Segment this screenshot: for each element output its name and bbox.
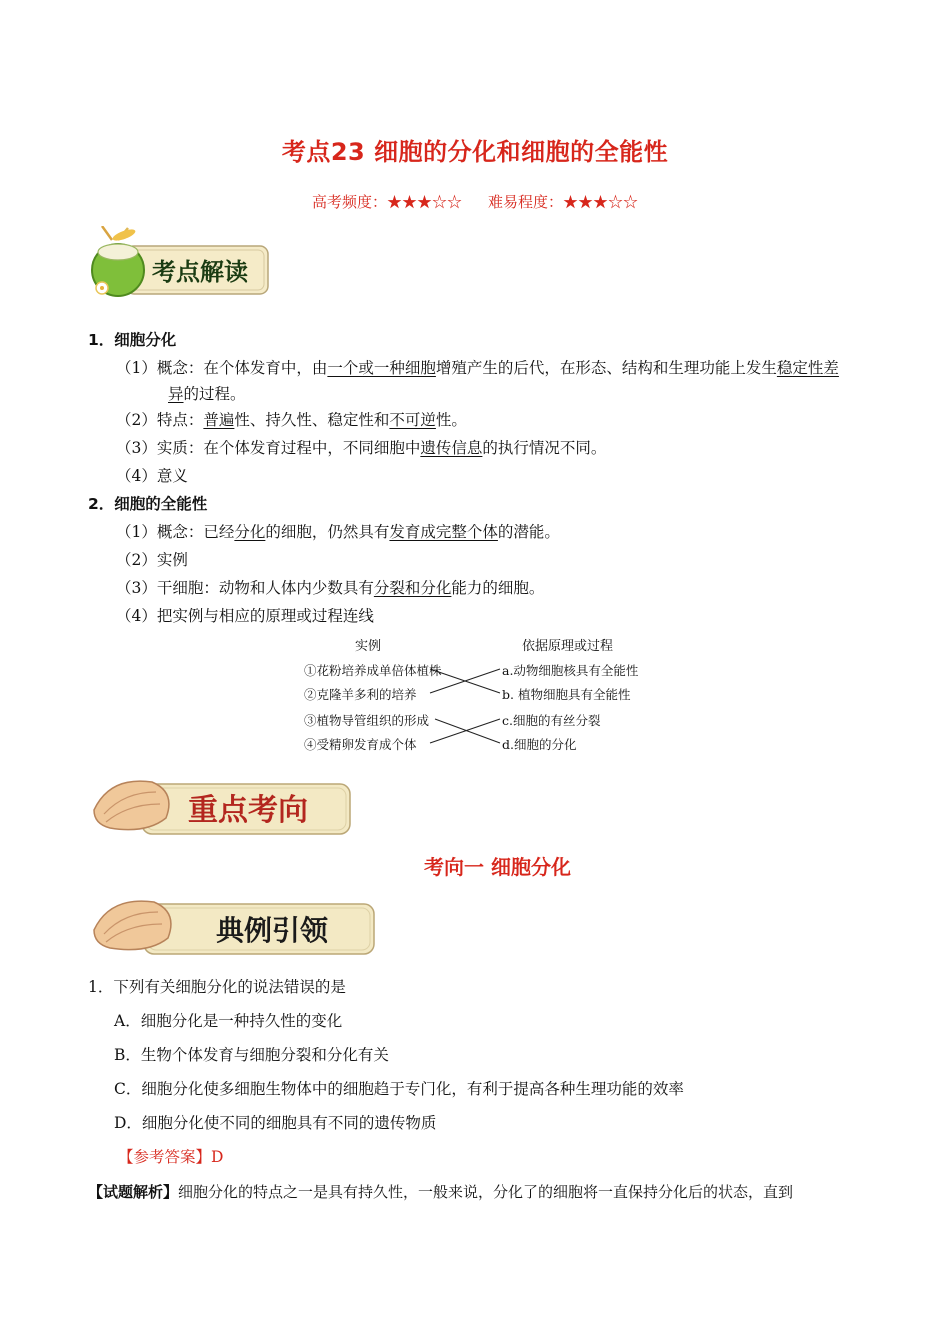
section2-item1: （1）概念：已经分化的细胞，仍然具有发育成完整个体的潜能。 (116, 523, 560, 541)
shell-banner-graphic (90, 894, 380, 960)
analysis-text: 细胞分化的特点之一是具有持久性，一般来说，分化了的细胞将一直保持分化后的状态，直到 (178, 1183, 794, 1201)
matching-left-header: 实例 (355, 639, 382, 654)
section2-item3: （3）干细胞：动物和人体内少数具有分裂和分化能力的细胞。 (116, 579, 545, 597)
kaodian-banner-text: 考点解读 (152, 258, 248, 286)
difficulty-stars: ★★★☆☆ (563, 193, 639, 211)
section2-heading: 2．细胞的全能性 (88, 495, 208, 513)
matching-right-item: d.细胞的分化 (502, 737, 577, 752)
shell-icon (94, 901, 171, 950)
matching-figure (300, 633, 660, 758)
section1-item4: （4）意义 (116, 467, 188, 485)
coconut-banner-graphic (88, 226, 273, 302)
analysis-line (88, 1180, 793, 1204)
section1-item2: （2）特点：普遍性、持久性、稳定性和不可逆性。 (116, 411, 467, 429)
section1-item1: （1）概念：在个体发育中，由一个或一种细胞增殖产生的后代，在形态、结构和生理功能上发生稳定性差 (116, 359, 839, 377)
matching-left-item: ①花粉培养成单倍体植株 (304, 663, 442, 678)
section1-heading: 1．细胞分化 (88, 331, 177, 349)
option-d: D．细胞分化使不同的细胞具有不同的遗传物质 (114, 1114, 437, 1132)
question-stem: 1．下列有关细胞分化的说法错误的是 (88, 978, 346, 996)
shell-banner-graphic (90, 770, 355, 840)
answer-line (118, 1145, 223, 1169)
matching-left-item: ②克隆羊多利的培养 (304, 687, 417, 702)
difficulty-label: 难易程度： (488, 193, 564, 211)
answer-value: D (211, 1148, 224, 1166)
matching-right-item: c.细胞的有丝分裂 (502, 713, 601, 728)
umbrella-icon (111, 227, 136, 243)
dianli-banner-text: 典例引领 (215, 914, 329, 947)
section1-item1-cont: 异的过程。 (168, 385, 246, 403)
section2-item4: （4）把实例与相应的原理或过程连线 (116, 607, 374, 625)
option-a: A．细胞分化是一种持久性的变化 (114, 1012, 343, 1030)
gaokao-frequency-label: 高考频度： (311, 193, 387, 211)
matching-left-item: ③植物导管组织的形成 (304, 713, 430, 728)
matching-right-header: 依据原理或过程 (522, 639, 614, 654)
kaodian-banner (88, 226, 273, 302)
shell-icon (94, 781, 169, 830)
zhongdian-banner-text: 重点考向 (188, 793, 308, 828)
frequency-line (0, 191, 950, 212)
matching-right-item: a.动物细胞核具有全能性 (502, 663, 639, 678)
zhongdian-banner (90, 770, 355, 840)
answer-label: 【参考答案】 (118, 1148, 212, 1166)
page-title: 考点23 细胞的分化和细胞的全能性 (281, 138, 669, 166)
option-b: B．生物个体发育与细胞分裂和分化有关 (114, 1046, 389, 1064)
gaokao-frequency-stars: ★★★☆☆ (386, 193, 462, 211)
dianli-banner (90, 894, 380, 960)
matching-right-item: b. 植物细胞具有全能性 (502, 687, 631, 702)
option-c: C．细胞分化使多细胞生物体中的细胞趋于专门化，有利于提高各种生理功能的效率 (114, 1080, 684, 1098)
section1-item3: （3）实质：在个体发育过程中，不同细胞中遗传信息的执行情况不同。 (116, 439, 607, 457)
section2-item2: （2）实例 (116, 551, 188, 569)
analysis-label: 【试题解析】 (88, 1183, 179, 1201)
subsection-title: 考向一 细胞分化 (424, 855, 571, 879)
matching-left-item: ④受精卵发育成个体 (304, 737, 417, 752)
straw-icon (102, 226, 112, 240)
